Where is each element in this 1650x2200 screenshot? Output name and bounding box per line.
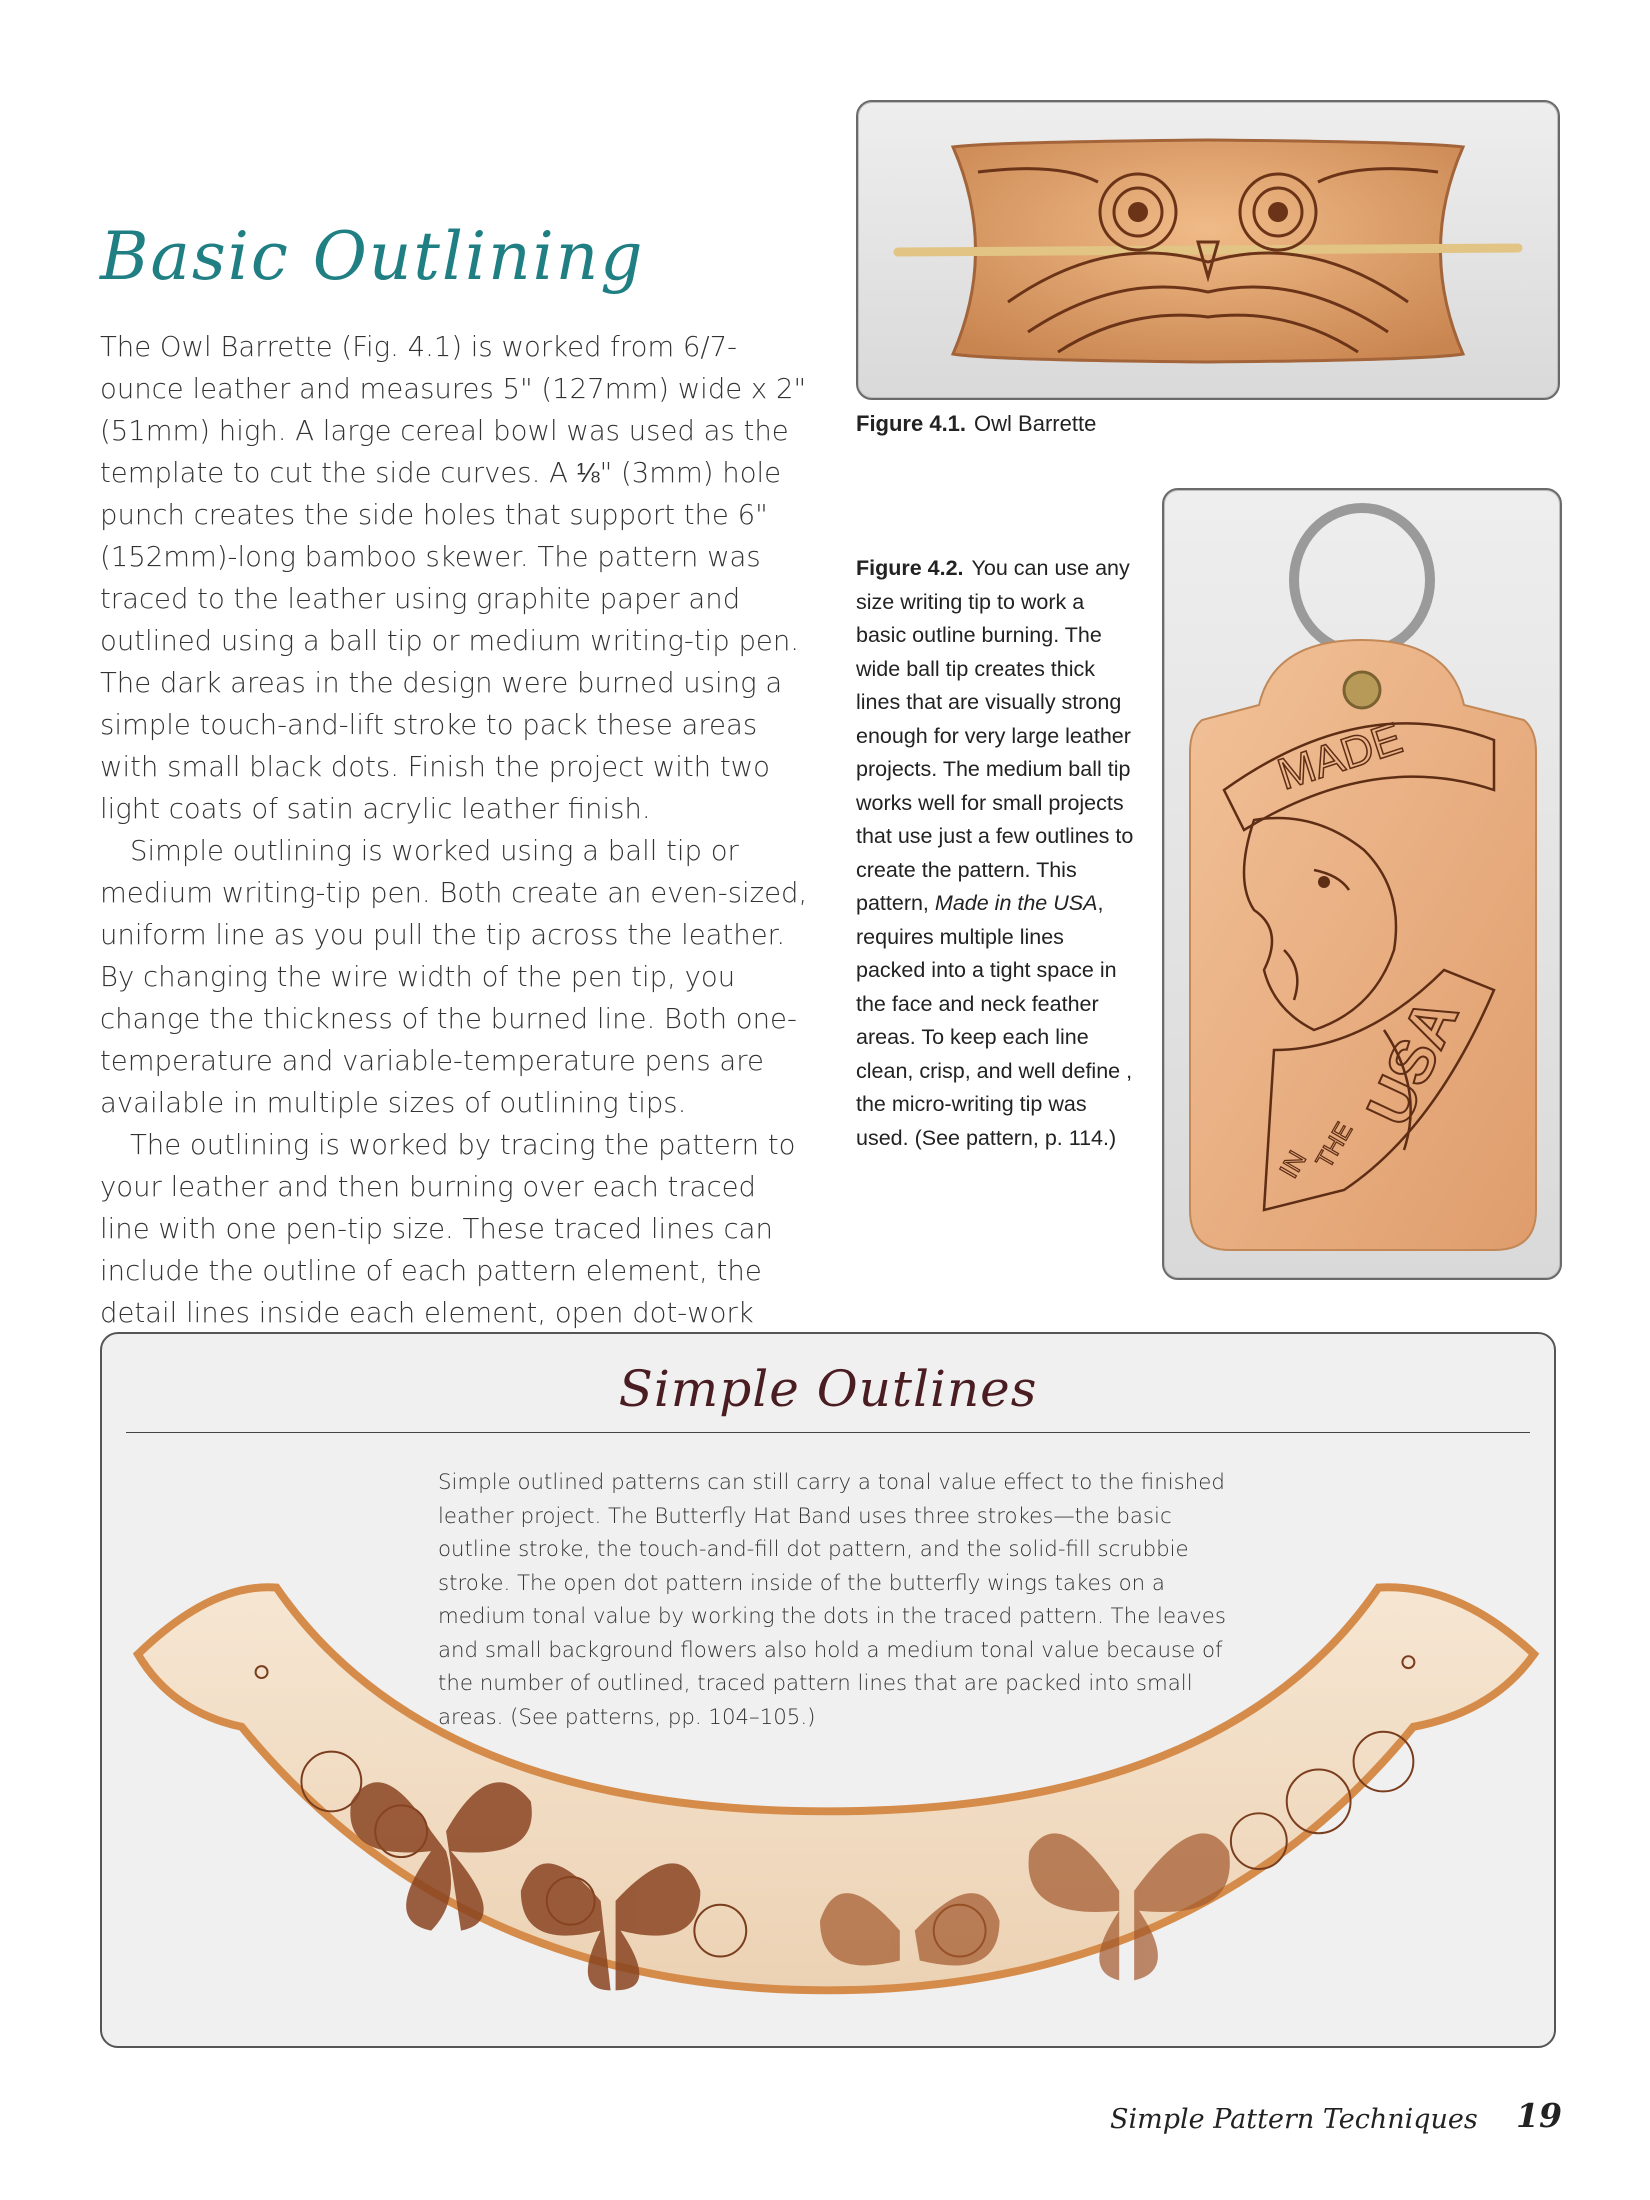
figure-caption-text: Owl Barrette [974,411,1097,436]
figure-caption-text-end: , requires multiple lines packed into a tight space in the face and neck feather areas. To keep each line clean, crisp, and well define , the micro-writing tip was used. (See pattern, p. 114.) [856,891,1133,1150]
owl-barrette-photo [856,100,1560,400]
owl-barrette-illustration [858,102,1558,398]
section-title: Basic Outlining [100,218,645,295]
figure-4-2-caption [856,552,1136,1155]
body-paragraph: Simple outlining is worked using a ball tip or medium writing-tip pen. Both create an even-sized, uniform line as you pull the tip across the leather. By changing the wire width of the pen tip, you change the thickness of the burned line. Both one-temperature and variable-temperature pens are available in multiple sizes of outlining tips. [100,835,808,1119]
figure-caption-pattern-title: Made in the USA [934,891,1098,915]
keychain-usa-text: USA [1354,988,1473,1136]
figure-caption-text: You can use any size writing tip to work a basic outline burning. The wide ball tip creates thick lines that are visually strong enough for very large leather projects. The medium ball tip works well for small projects that use just a few outlines to create the pattern. This pattern, [856,556,1134,915]
keychain-photo [1162,488,1562,1280]
keychain-in-text: IN [1273,1145,1313,1183]
keychain-made-text: MADE [1271,713,1408,800]
keychain-the-text: THE [1310,1117,1359,1173]
body-paragraph: The outlining is worked by tracing the pattern to your leather and then burning over each traced line with one pen-tip size. These traced lines can include the outline of each pattern element, the detail lines inside each element, open dot-work [100,1129,796,1329]
body-text [100,326,810,1418]
sidebar-text: Simple outlined patterns can still carry a tonal value effect to the finished leather project. The Butterfly Hat Band uses three strokes—the basic outline stroke, the touch-and-fill dot pattern, and the solid-fill scrubbie stroke. The open dot pattern inside of the butterfly wings takes on a medium tonal value by working the dots in the traced pattern. The leaves and small background flowers also hold a medium tonal value because of the number of outlined, traced pattern lines that are packed into small areas. (See patterns, pp. 104–105.) [438,1470,1226,1730]
footer-chapter-title: Simple Pattern Techniques [1110,2104,1478,2135]
body-paragraph: The Owl Barrette (Fig. 4.1) is worked from 6/7-ounce leather and measures 5" (127mm) wide x 2" (51mm) high. A large cereal bowl was used as the template to cut the side curves. A ⅛" (3mm) hole punch creates the side holes that support the 6" (152mm)-long bamboo skewer. The pattern was traced to the leather using graphite paper and outlined using a ball tip or medium writing-tip pen. The dark areas in the design were burned using a simple touch-and-lift stroke to pack these areas with small black dots. Finish the project with two light coats of satin acrylic leather finish. [100,331,807,825]
simple-outlines-sidebar [100,1332,1556,2048]
page-number: 19 [1516,2096,1562,2135]
figure-4-1-caption [856,411,1096,437]
sidebar-title: Simple Outlines [618,1360,1038,1418]
figure-number: Figure 4.1. [856,411,967,436]
made-in-usa-keychain-illustration [1164,490,1560,1278]
figure-number: Figure 4.2. [856,556,964,580]
